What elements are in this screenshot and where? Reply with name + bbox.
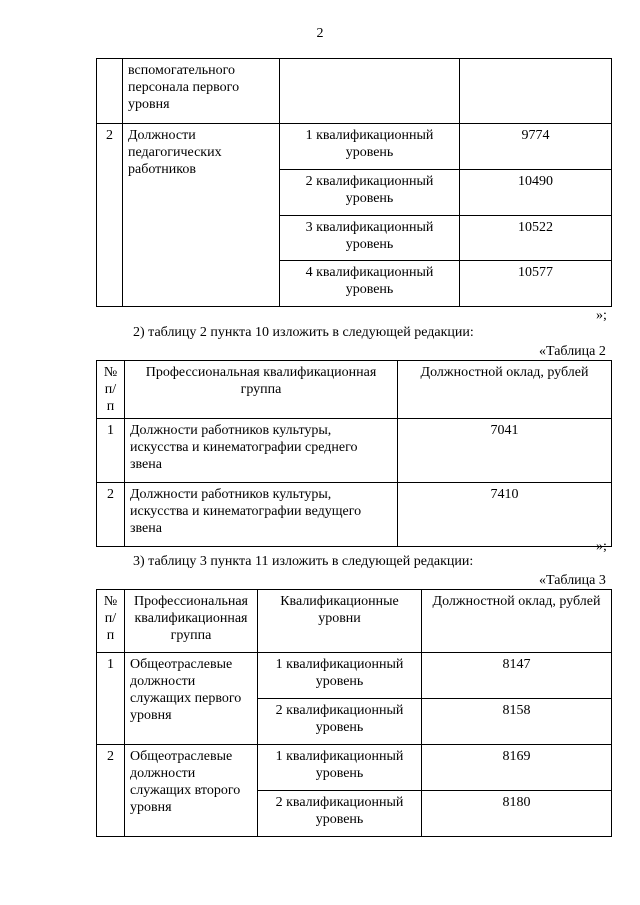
group-name: Должности работников культуры, искусства и кинематографии ведущего звена <box>125 483 398 547</box>
level-cell: 3 квалификационный уровень <box>280 216 460 261</box>
salary-table-2 <box>96 360 612 547</box>
level-cell: 2 квалификационный уровень <box>258 791 422 837</box>
row-number: 2 <box>97 124 123 307</box>
table-2-caption: «Таблица 2 <box>539 344 606 359</box>
header-level: Квалификационные уровни <box>258 590 422 653</box>
header-group: Профессиональная квалификационная группа <box>125 590 258 653</box>
header-num: № п/п <box>97 590 125 653</box>
group-name: Должности педагогических работников <box>123 124 280 307</box>
row-number: 1 <box>97 419 125 483</box>
group-name: вспомогательного персонала первого уровня <box>123 59 280 124</box>
header-salary: Должностной оклад, рублей <box>422 590 612 653</box>
level-cell: 1 квалификационный уровень <box>258 653 422 699</box>
row-number: 1 <box>97 653 125 745</box>
salary-cell: 7041 <box>398 419 612 483</box>
paragraph-2: 2) таблицу 2 пункта 10 изложить в следующей редакции: <box>133 325 474 340</box>
paragraph-3: 3) таблицу 3 пункта 11 изложить в следующей редакции: <box>133 554 474 569</box>
level-cell: 2 квалификационный уровень <box>258 699 422 745</box>
table-3-caption: «Таблица 3 <box>539 573 606 588</box>
table-header-row <box>97 361 612 419</box>
table-header-row <box>97 590 612 653</box>
header-num: № п/п <box>97 361 125 419</box>
header-salary: Должностной оклад, рублей <box>398 361 612 419</box>
page-number: 2 <box>316 26 324 41</box>
salary-cell <box>460 59 612 124</box>
group-name: Общеотраслевые должности служащих первого уровня <box>125 653 258 745</box>
salary-table-3 <box>96 589 612 837</box>
salary-cell: 10490 <box>460 170 612 216</box>
salary-cell: 9774 <box>460 124 612 170</box>
table-row <box>97 745 612 791</box>
salary-cell: 7410 <box>398 483 612 547</box>
group-name: Должности работников культуры, искусства и кинематографии среднего звена <box>125 419 398 483</box>
salary-table-1 <box>96 58 612 307</box>
closing-quote: »; <box>596 308 607 323</box>
table-row <box>97 124 612 170</box>
level-cell: 1 квалификационный уровень <box>258 745 422 791</box>
salary-cell: 8158 <box>422 699 612 745</box>
table-row <box>97 483 612 547</box>
table-row <box>97 59 612 124</box>
level-cell: 1 квалификационный уровень <box>280 124 460 170</box>
row-number <box>97 59 123 124</box>
closing-quote: »; <box>596 539 607 554</box>
salary-cell: 8147 <box>422 653 612 699</box>
group-name: Общеотраслевые должности служащих второго уровня <box>125 745 258 837</box>
header-group: Профессиональная квалификационная группа <box>125 361 398 419</box>
salary-cell: 8180 <box>422 791 612 837</box>
level-cell <box>280 59 460 124</box>
row-number: 2 <box>97 745 125 837</box>
table-row <box>97 419 612 483</box>
row-number: 2 <box>97 483 125 547</box>
level-cell: 2 квалификационный уровень <box>280 170 460 216</box>
level-cell: 4 квалификационный уровень <box>280 261 460 307</box>
salary-cell: 8169 <box>422 745 612 791</box>
salary-cell: 10577 <box>460 261 612 307</box>
table-row <box>97 653 612 699</box>
salary-cell: 10522 <box>460 216 612 261</box>
